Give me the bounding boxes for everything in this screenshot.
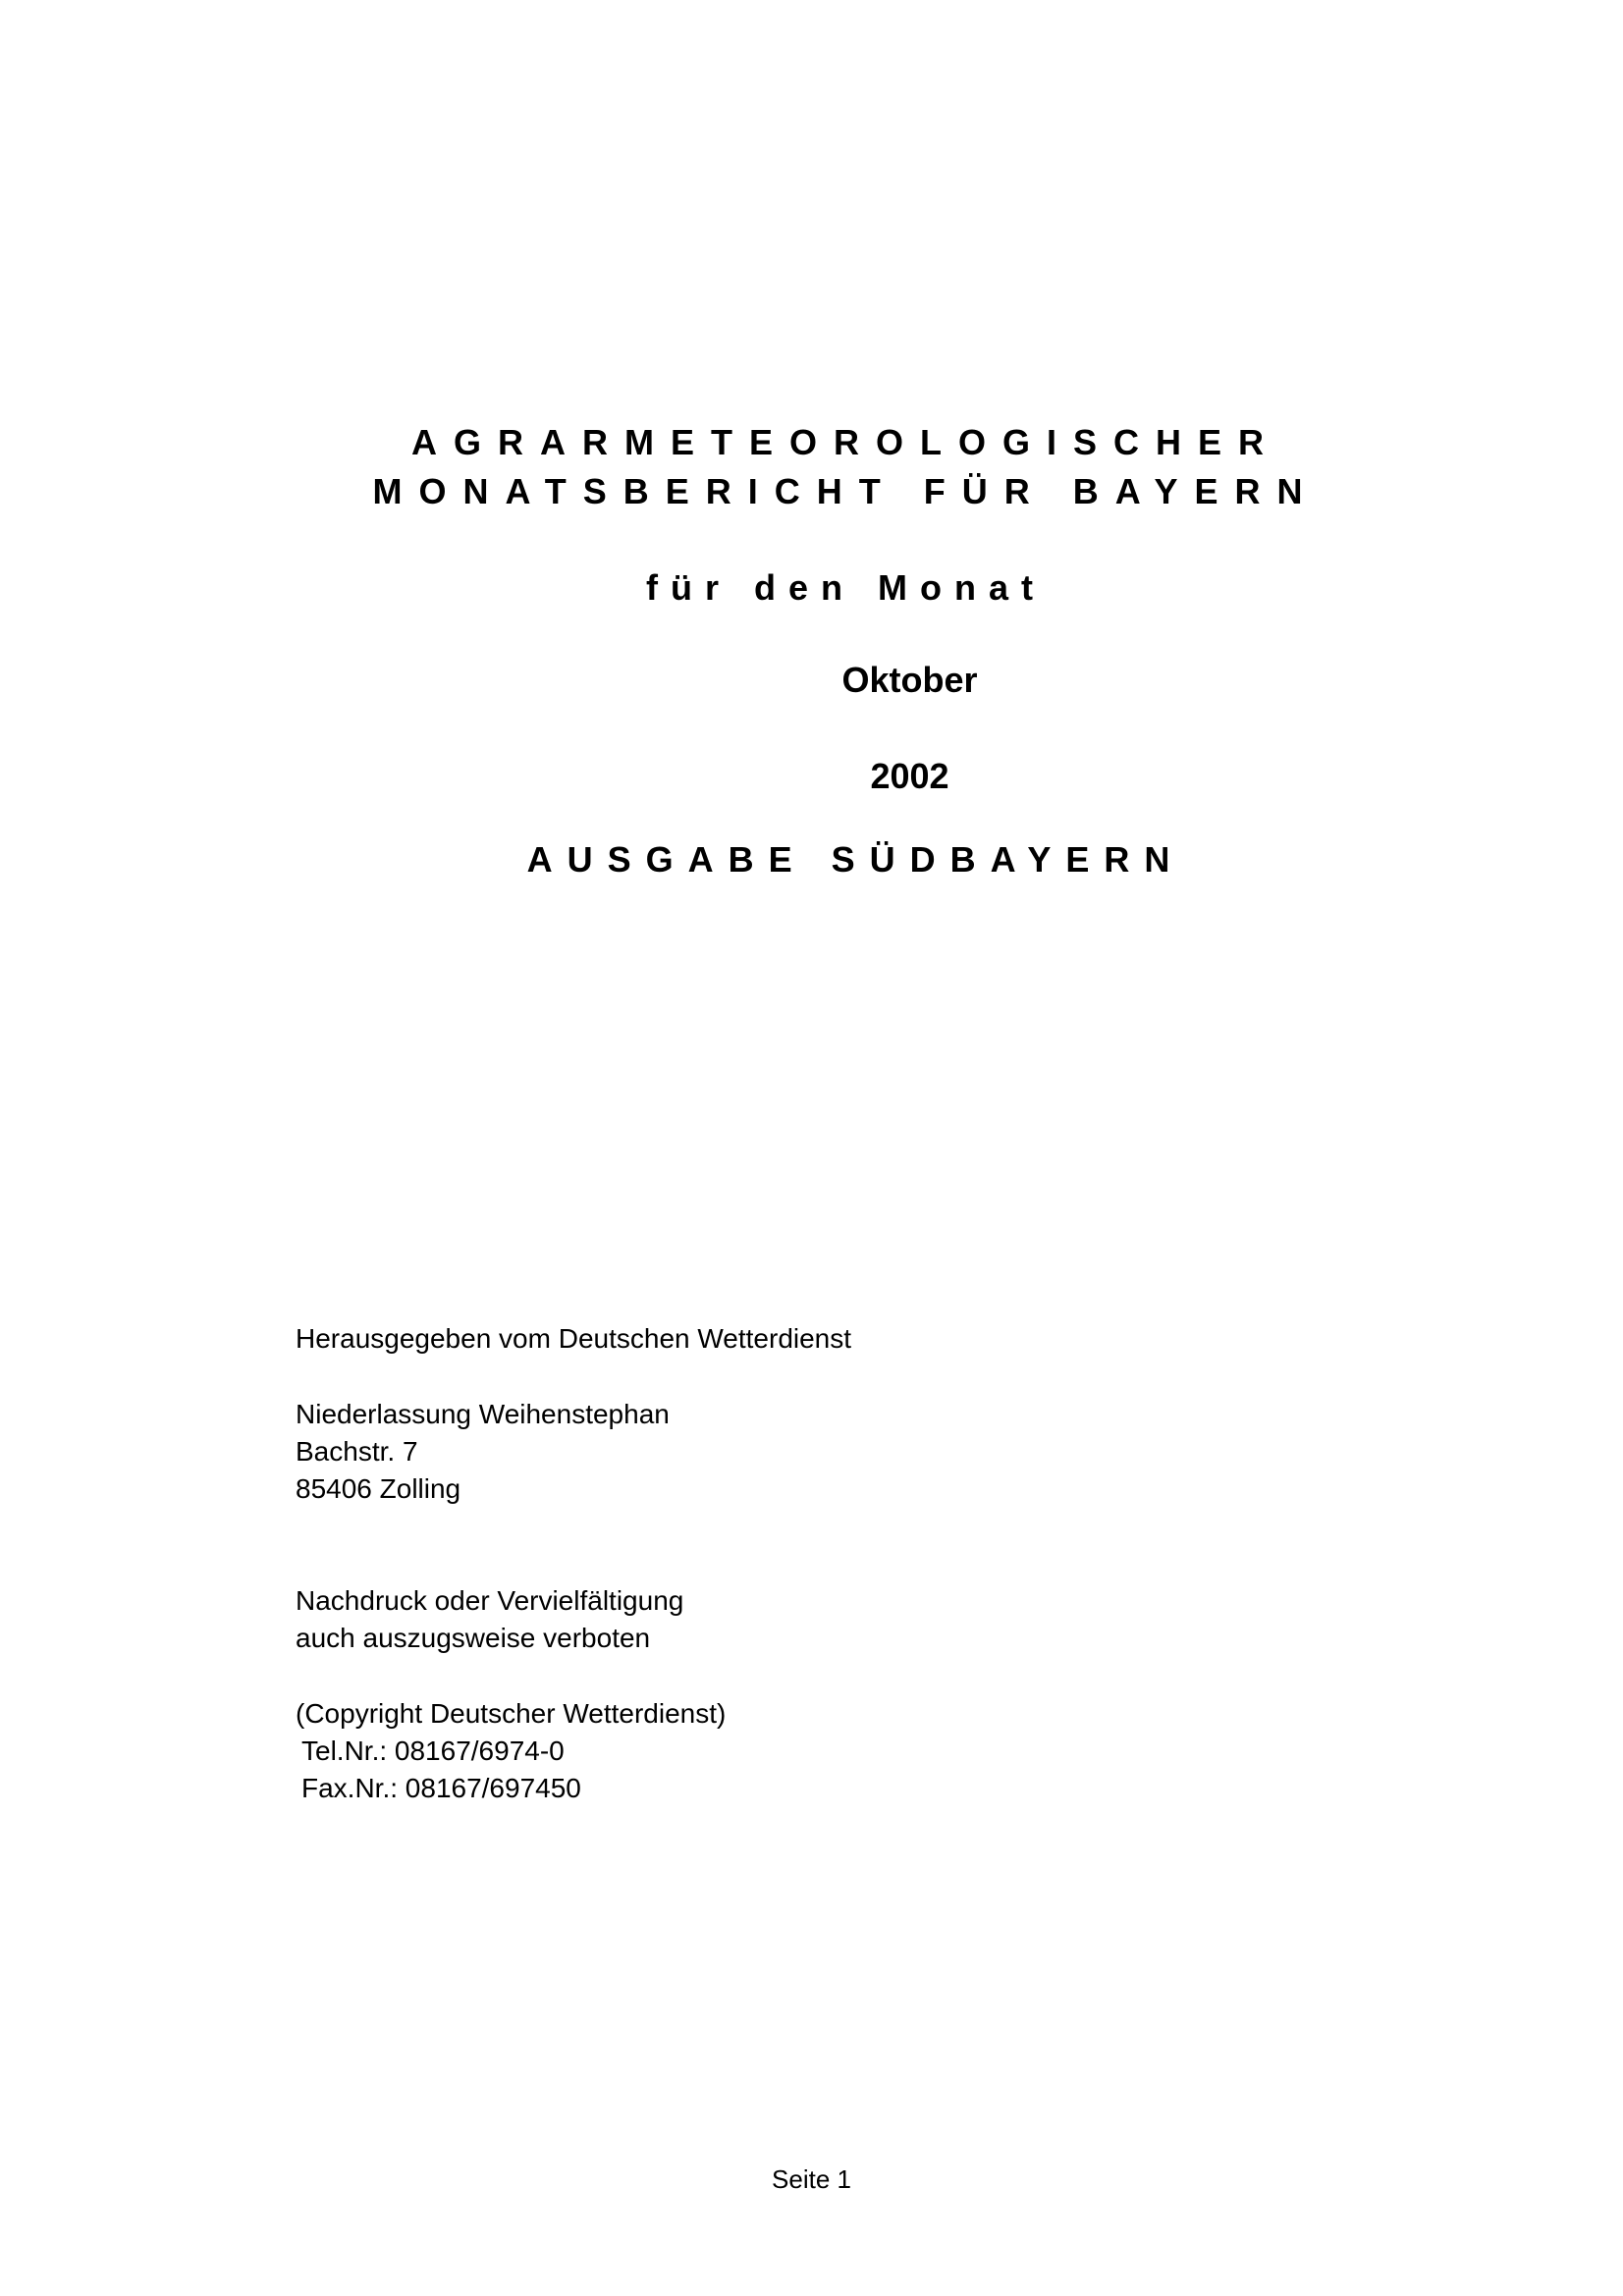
reprint-notice-line-1: Nachdruck oder Vervielfältigung xyxy=(296,1585,684,1616)
report-edition: AUSGABE SÜDBAYERN xyxy=(526,839,1185,880)
publisher-issued-by: Herausgegeben vom Deutschen Wetterdienst xyxy=(296,1323,852,1354)
report-year: 2002 xyxy=(870,756,949,796)
report-title-line-2: MONATSBERICHT FÜR BAYERN xyxy=(372,471,1320,511)
report-title-line-1: AGRARMETEOROLOGISCHER xyxy=(410,422,1280,462)
fax-number: Fax.Nr.: 08167/697450 xyxy=(301,1773,581,1803)
report-subtitle: für den Monat xyxy=(646,567,1046,608)
publisher-street: Bachstr. 7 xyxy=(296,1436,418,1467)
publisher-city: 85406 Zolling xyxy=(296,1473,461,1504)
reprint-notice-line-2: auch auszugsweise verboten xyxy=(296,1623,651,1653)
report-month: Oktober xyxy=(841,660,978,700)
copyright-notice: (Copyright Deutscher Wetterdienst) xyxy=(296,1698,727,1729)
phone-number: Tel.Nr.: 08167/6974-0 xyxy=(301,1735,565,1766)
publisher-branch: Niederlassung Weihenstephan xyxy=(296,1399,670,1429)
page-number: Seite 1 xyxy=(772,2164,851,2194)
